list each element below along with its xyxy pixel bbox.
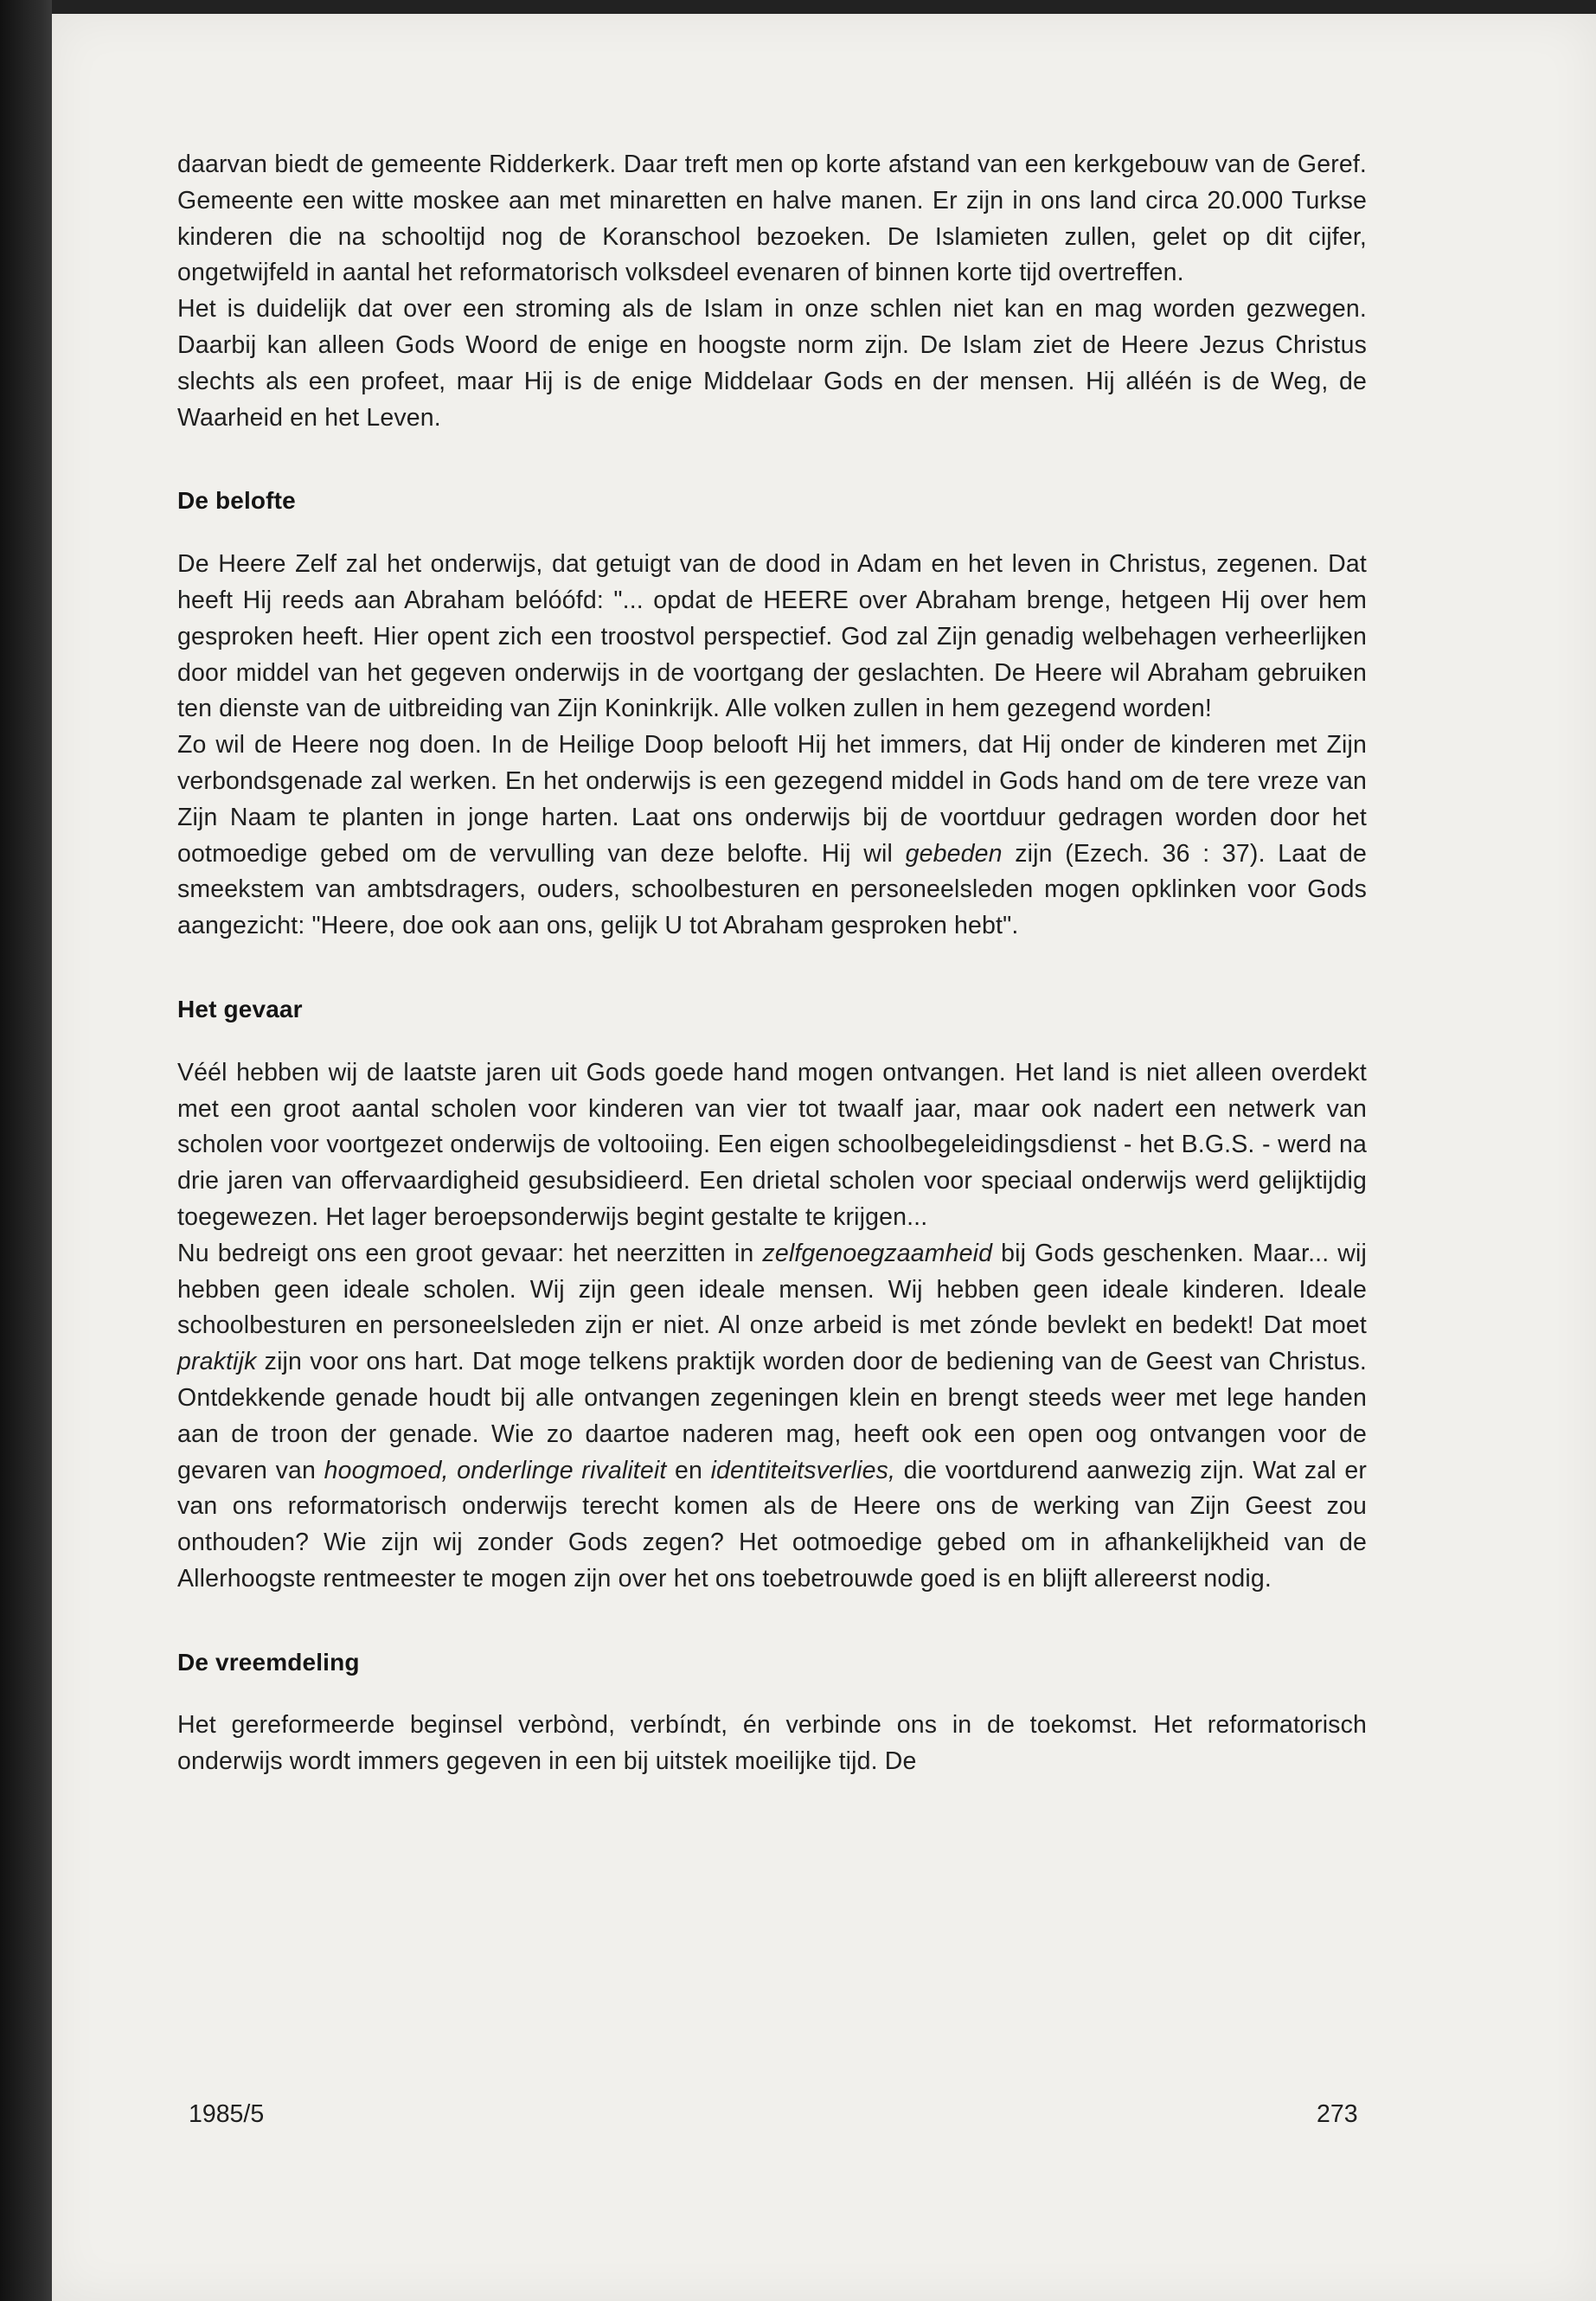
gevaar-p2-emphasis-3: hoogmoed, onderlinge rivaliteit bbox=[324, 1456, 667, 1484]
gevaar-paragraph-1: Véél hebben wij de laatste jaren uit Gods goede hand mogen ontvangen. Het land is niet alleen overdekt met een groot aantal scholen voor kinderen van vier tot twaalf jaar, maar ook nadert een netwerk van scholen voor voortgezet onderwijs de voltooiing. Een eigen schoolbegeleidingsdienst - het B.G.S. - werd na drie jaren van offervaardigheid gesubsidieerd. Een drietal scholen voor speciaal onderwijs werd gelijktijdig toegewezen. Het lager beroepsonderwijs begint gestalte te krijgen... bbox=[177, 1058, 1367, 1231]
gevaar-p2-text-e: die voortdurend aanwezig zijn. Wat zal er van ons reformatorisch onderwijs terecht komen als de Heere ons de werking van Zijn Geest zou onthouden? Wie zijn wij zonder Gods zegen? Het ootmoedige gebed om in afhankelijkheid van de Allerhoogste rentmeester te mogen zijn over het ons toebetrouwde goed is en blijft allereerst nodig. bbox=[177, 1456, 1367, 1593]
belofte-paragraph-1: De Heere Zelf zal het onderwijs, dat getuigt van de dood in Adam en het leven in Christus, zegenen. Dat heeft Hij reeds aan Abraham belóófd: "... opdat de HEERE over Abraham brenge, hetgeen Hij over hem gesproken heeft. Hier opent zich een troostvol perspectief. God zal Zijn genadig welbehagen verheerlijken door middel van het gegeven onderwijs in de voortgang der geslachten. De Heere wil Abraham gebruiken ten dienste van de uitbreiding van Zijn Koninkrijk. Alle volken zullen in hem gezegend worden! bbox=[177, 550, 1367, 723]
belofte-p2-text-b: zijn (Ezech. 36 : 37). Laat de smeekstem van ambtsdragers, ouders, schoolbesturen en personeelsleden mogen opklinken voor Gods aangezicht: "Heere, doe ook aan ons, gelijk U tot Abraham gesproken hebt". bbox=[177, 839, 1367, 940]
section-heading-belofte: De belofte bbox=[177, 487, 296, 515]
issue-number: 1985/5 bbox=[189, 2100, 265, 2128]
gevaar-p2-emphasis-2: praktijk bbox=[177, 1348, 257, 1376]
gevaar-p2-emphasis-1: zelfgenoegzaamheid bbox=[762, 1239, 993, 1267]
gevaar-p2-emphasis-4: identiteitsverlies, bbox=[710, 1456, 896, 1484]
belofte-paragraph-2 bbox=[177, 727, 1367, 945]
gevaar-paragraph-2 bbox=[177, 1236, 1367, 1598]
gevaar-p2-text-a: Nu bedreigt ons een groot gevaar: het neerzitten in bbox=[177, 1239, 763, 1267]
scan-border-left bbox=[0, 0, 52, 2301]
page-number: 273 bbox=[1317, 2100, 1358, 2128]
article-body bbox=[177, 147, 1367, 1780]
gevaar-p2-text-b: bij Gods geschenken. Maar... wij hebben geen ideale scholen. Wij zijn geen ideale mensen. Wij hebben geen ideale kinderen. Ideale schoolbesturen en personeelsleden zijn er niet. Al onze arbeid is met zónde bevlekt en bedekt! Dat moet bbox=[177, 1239, 1367, 1340]
gevaar-p2-text-d: en bbox=[666, 1456, 711, 1484]
gevaar-p2-text-c: zijn voor ons hart. Dat moge telkens praktijk worden door de bediening van de Geest van Christus. Ontdekkende genade houdt bij alle ontvangen zegeningen klein en brengt steeds weer met lege handen aan de troon der genade. Wie zo daartoe naderen mag, heeft ook een open oog ontvangen voor de gevaren van bbox=[177, 1348, 1367, 1484]
scan-border-top bbox=[52, 0, 1596, 14]
belofte-p2-emphasis: gebeden bbox=[905, 839, 1003, 868]
section-heading-vreemdeling: De vreemdeling bbox=[177, 1648, 360, 1676]
section-heading-gevaar: Het gevaar bbox=[177, 995, 303, 1022]
belofte-p2-text-a: Zo wil de Heere nog doen. In de Heilige Doop belooft Hij het immers, dat Hij onder de kinderen met Zijn verbondsgenade zal werken. En het onderwijs is een gezegend middel in Gods hand om de tere vreze van Zijn Naam te planten in jonge harten. Laat ons onderwijs bij de voortduur gedragen worden door het ootmoedige gebed om de vervulling van deze belofte. Hij wil bbox=[177, 731, 1367, 868]
intro-paragraph-2: Het is duidelijk dat over een stroming als de Islam in onze schlen niet kan en mag worden gezwegen. Daarbij kan alleen Gods Woord de enige en hoogste norm zijn. De Islam ziet de Heere Jezus Christus slechts als een profeet, maar Hij is de enige Middelaar Gods en der mensen. Hij alléén is de Weg, de Waarheid en het Leven. bbox=[177, 295, 1367, 432]
vreemdeling-paragraph-1: Het gereformeerde beginsel verbònd, verbíndt, én verbinde ons in de toekomst. Het reformatorisch onderwijs wordt immers gegeven in een bij uitstek moeilijke tijd. De bbox=[177, 1711, 1367, 1776]
intro-paragraph-1: daarvan biedt de gemeente Ridderkerk. Daar treft men op korte afstand van een kerkgebouw van de Geref. Gemeente een witte moskee aan met minaretten en halve manen. Er zijn in ons land circa 20.000 Turkse kinderen die na schooltijd nog de Koranschool bezoeken. De Islamieten zullen, gelet op dit cijfer, ongetwijfeld in aantal het reformatorisch volksdeel evenaren of binnen korte tijd overtreffen. bbox=[177, 151, 1367, 287]
